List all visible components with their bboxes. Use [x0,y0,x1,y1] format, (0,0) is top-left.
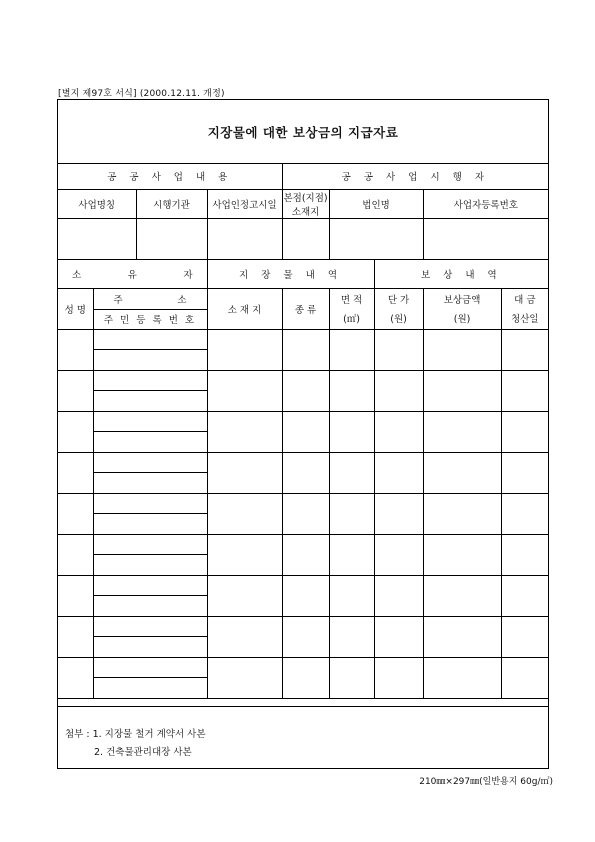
owner-resident-no-cell[interactable] [93,596,207,617]
owner-type-cell[interactable] [282,411,329,452]
owner-payment-date-cell[interactable] [501,452,548,493]
owner-comp-amount-cell[interactable] [423,657,501,698]
payment-date-header-top: 대 금 [514,295,536,306]
paper-spec-note: 210㎜×297㎜(일반용지 60g/㎡) [419,777,553,787]
owner-payment-date-cell[interactable] [501,370,548,411]
form-title: 지장물에 대한 보상금의 지급자료 [58,100,548,164]
owner-row-top [58,329,548,350]
form-sheet [57,99,549,769]
owner-unit-price-cell[interactable] [374,534,423,575]
project-name-header: 사업명칭 [58,189,136,218]
owner-unit-price-cell[interactable] [374,657,423,698]
business-reg-no-cell[interactable] [423,218,548,259]
owner-area-cell[interactable] [329,370,374,411]
corp-name-header: 법인명 [329,189,423,218]
owner-resident-no-cell[interactable] [93,678,207,699]
owner-address-cell[interactable] [93,616,207,637]
owner-type-cell[interactable] [282,534,329,575]
owner-row-top [58,657,548,678]
owner-comp-amount-cell[interactable] [423,575,501,616]
head-office-cell[interactable] [282,218,329,259]
owner-name-cell[interactable] [58,493,93,534]
owner-header-char-2: 유 [127,269,137,281]
owner-name-cell[interactable] [58,370,93,411]
address-header [93,288,207,309]
owner-area-cell[interactable] [329,575,374,616]
owner-row-top [58,452,548,473]
owner-location-cell[interactable] [207,452,282,493]
owner-payment-date-cell[interactable] [501,657,548,698]
owner-area-cell[interactable] [329,493,374,534]
owner-unit-price-cell[interactable] [374,370,423,411]
unit-price-header [374,288,423,329]
owner-address-cell[interactable] [93,329,207,350]
owner-address-cell[interactable] [93,534,207,555]
owner-header-char-3: 자 [183,269,193,281]
approval-notice-header: 사업인정고시일 [207,189,282,218]
owner-location-cell[interactable] [207,575,282,616]
owner-name-cell[interactable] [58,534,93,575]
corp-name-cell[interactable] [329,218,423,259]
owner-header-char-1: 소 [72,269,82,281]
payment-date-header-bottom: 청산일 [511,314,539,325]
owner-location-cell[interactable] [207,329,282,370]
comp-amount-header-label: 보상금액 [443,295,481,306]
owner-payment-date-cell[interactable] [501,575,548,616]
area-header-label: 면 적 [340,295,363,306]
owner-resident-no-cell[interactable] [93,637,207,658]
attachments-section [58,706,548,769]
attachment-item-1: 첨부 : 1. 지장물 철거 계약서 사본 [65,729,206,740]
owner-resident-no-cell[interactable] [93,514,207,535]
owner-comp-amount-cell[interactable] [423,370,501,411]
public-project-header: 공 공 사 업 내 용 [58,163,282,189]
owner-payment-date-cell[interactable] [501,534,548,575]
owner-location-cell[interactable] [207,657,282,698]
owner-area-cell[interactable] [329,452,374,493]
owner-area-cell[interactable] [329,329,374,370]
approval-notice-cell[interactable] [207,218,282,259]
owner-row-top [58,370,548,391]
unit-price-header-label: 단 가 [387,295,410,306]
form-number-note: [별지 제97호 서식] (2000.12.11. 개정) [58,89,225,99]
address-header-char-1: 주 [113,294,123,306]
owner-type-cell[interactable] [282,329,329,370]
owner-payment-date-cell[interactable] [501,329,548,370]
owner-header [58,259,207,288]
owner-type-cell[interactable] [282,370,329,411]
owner-name-cell[interactable] [58,657,93,698]
owner-unit-price-cell[interactable] [374,575,423,616]
payment-date-header [501,288,548,329]
area-header-unit: (㎡) [343,314,360,325]
owner-type-cell[interactable] [282,452,329,493]
section-header-row-2 [58,259,548,288]
owner-type-cell[interactable] [282,575,329,616]
owner-address-cell[interactable] [93,411,207,432]
section-header-row-1 [58,163,548,189]
business-reg-no-header: 사업자등록번호 [423,189,548,218]
owner-location-cell[interactable] [207,493,282,534]
project-data-row [58,218,548,259]
address-header-char-2: 소 [177,294,187,306]
owner-unit-price-cell[interactable] [374,616,423,657]
detail-header-row-top [58,288,548,309]
obstacle-header: 지 장 물 내 역 [207,259,374,288]
owner-type-cell[interactable] [282,616,329,657]
owner-comp-amount-cell[interactable] [423,534,501,575]
owner-name-cell[interactable] [58,575,93,616]
owner-type-cell[interactable] [282,657,329,698]
head-office-header: 본점(지점)소재지 [282,189,329,218]
comp-amount-header [423,288,501,329]
owner-address-cell[interactable] [93,575,207,596]
resident-no-header: 주 민 등 록 번 호 [93,309,207,329]
owner-area-cell[interactable] [329,616,374,657]
owner-location-cell[interactable] [207,370,282,411]
owner-name-cell[interactable] [58,411,93,452]
owner-address-cell[interactable] [93,493,207,514]
compensation-header: 보 상 내 역 [374,259,548,288]
owner-unit-price-cell[interactable] [374,329,423,370]
owner-row-top [58,534,548,555]
owner-name-cell[interactable] [58,452,93,493]
owner-area-cell[interactable] [329,534,374,575]
owner-type-cell[interactable] [282,493,329,534]
type-header: 종 류 [282,288,329,329]
comp-amount-header-unit: (원) [453,314,471,325]
owner-comp-amount-cell[interactable] [423,616,501,657]
owner-resident-no-cell[interactable] [93,432,207,453]
owner-payment-date-cell[interactable] [501,411,548,452]
owner-unit-price-cell[interactable] [374,411,423,452]
executing-agency-cell[interactable] [136,218,207,259]
area-header [329,288,374,329]
owner-resident-no-cell[interactable] [93,473,207,494]
owner-name-cell[interactable] [58,616,93,657]
owner-name-cell[interactable] [58,329,93,370]
owner-address-cell[interactable] [93,657,207,678]
attachment-item-2: 2. 건축물관리대장 사본 [94,747,192,758]
owner-location-cell[interactable] [207,616,282,657]
name-header: 성 명 [58,288,93,329]
unit-price-header-unit: (원) [390,314,407,325]
location-header: 소 재 지 [207,288,282,329]
owner-row-top [58,411,548,432]
owner-resident-no-cell[interactable] [93,391,207,412]
owner-comp-amount-cell[interactable] [423,452,501,493]
owner-resident-no-cell[interactable] [93,350,207,371]
owner-area-cell[interactable] [329,657,374,698]
owner-payment-date-cell[interactable] [501,493,548,534]
owner-location-cell[interactable] [207,411,282,452]
owner-row-top [58,616,548,637]
owner-area-cell[interactable] [329,411,374,452]
owner-unit-price-cell[interactable] [374,452,423,493]
owner-address-cell[interactable] [93,452,207,473]
owner-comp-amount-cell[interactable] [423,329,501,370]
owner-unit-price-cell[interactable] [374,493,423,534]
owner-row-top [58,575,548,596]
owner-address-cell[interactable] [93,370,207,391]
compensation-table [58,163,548,699]
owner-comp-amount-cell[interactable] [423,493,501,534]
owner-payment-date-cell[interactable] [501,616,548,657]
owner-resident-no-cell[interactable] [93,555,207,576]
project-name-cell[interactable] [58,218,136,259]
project-columns-row [58,189,548,218]
executor-header: 공 공 사 업 시 행 자 [282,163,548,189]
owner-comp-amount-cell[interactable] [423,411,501,452]
owner-location-cell[interactable] [207,534,282,575]
owner-row-top [58,493,548,514]
executing-agency-header: 시행기관 [136,189,207,218]
